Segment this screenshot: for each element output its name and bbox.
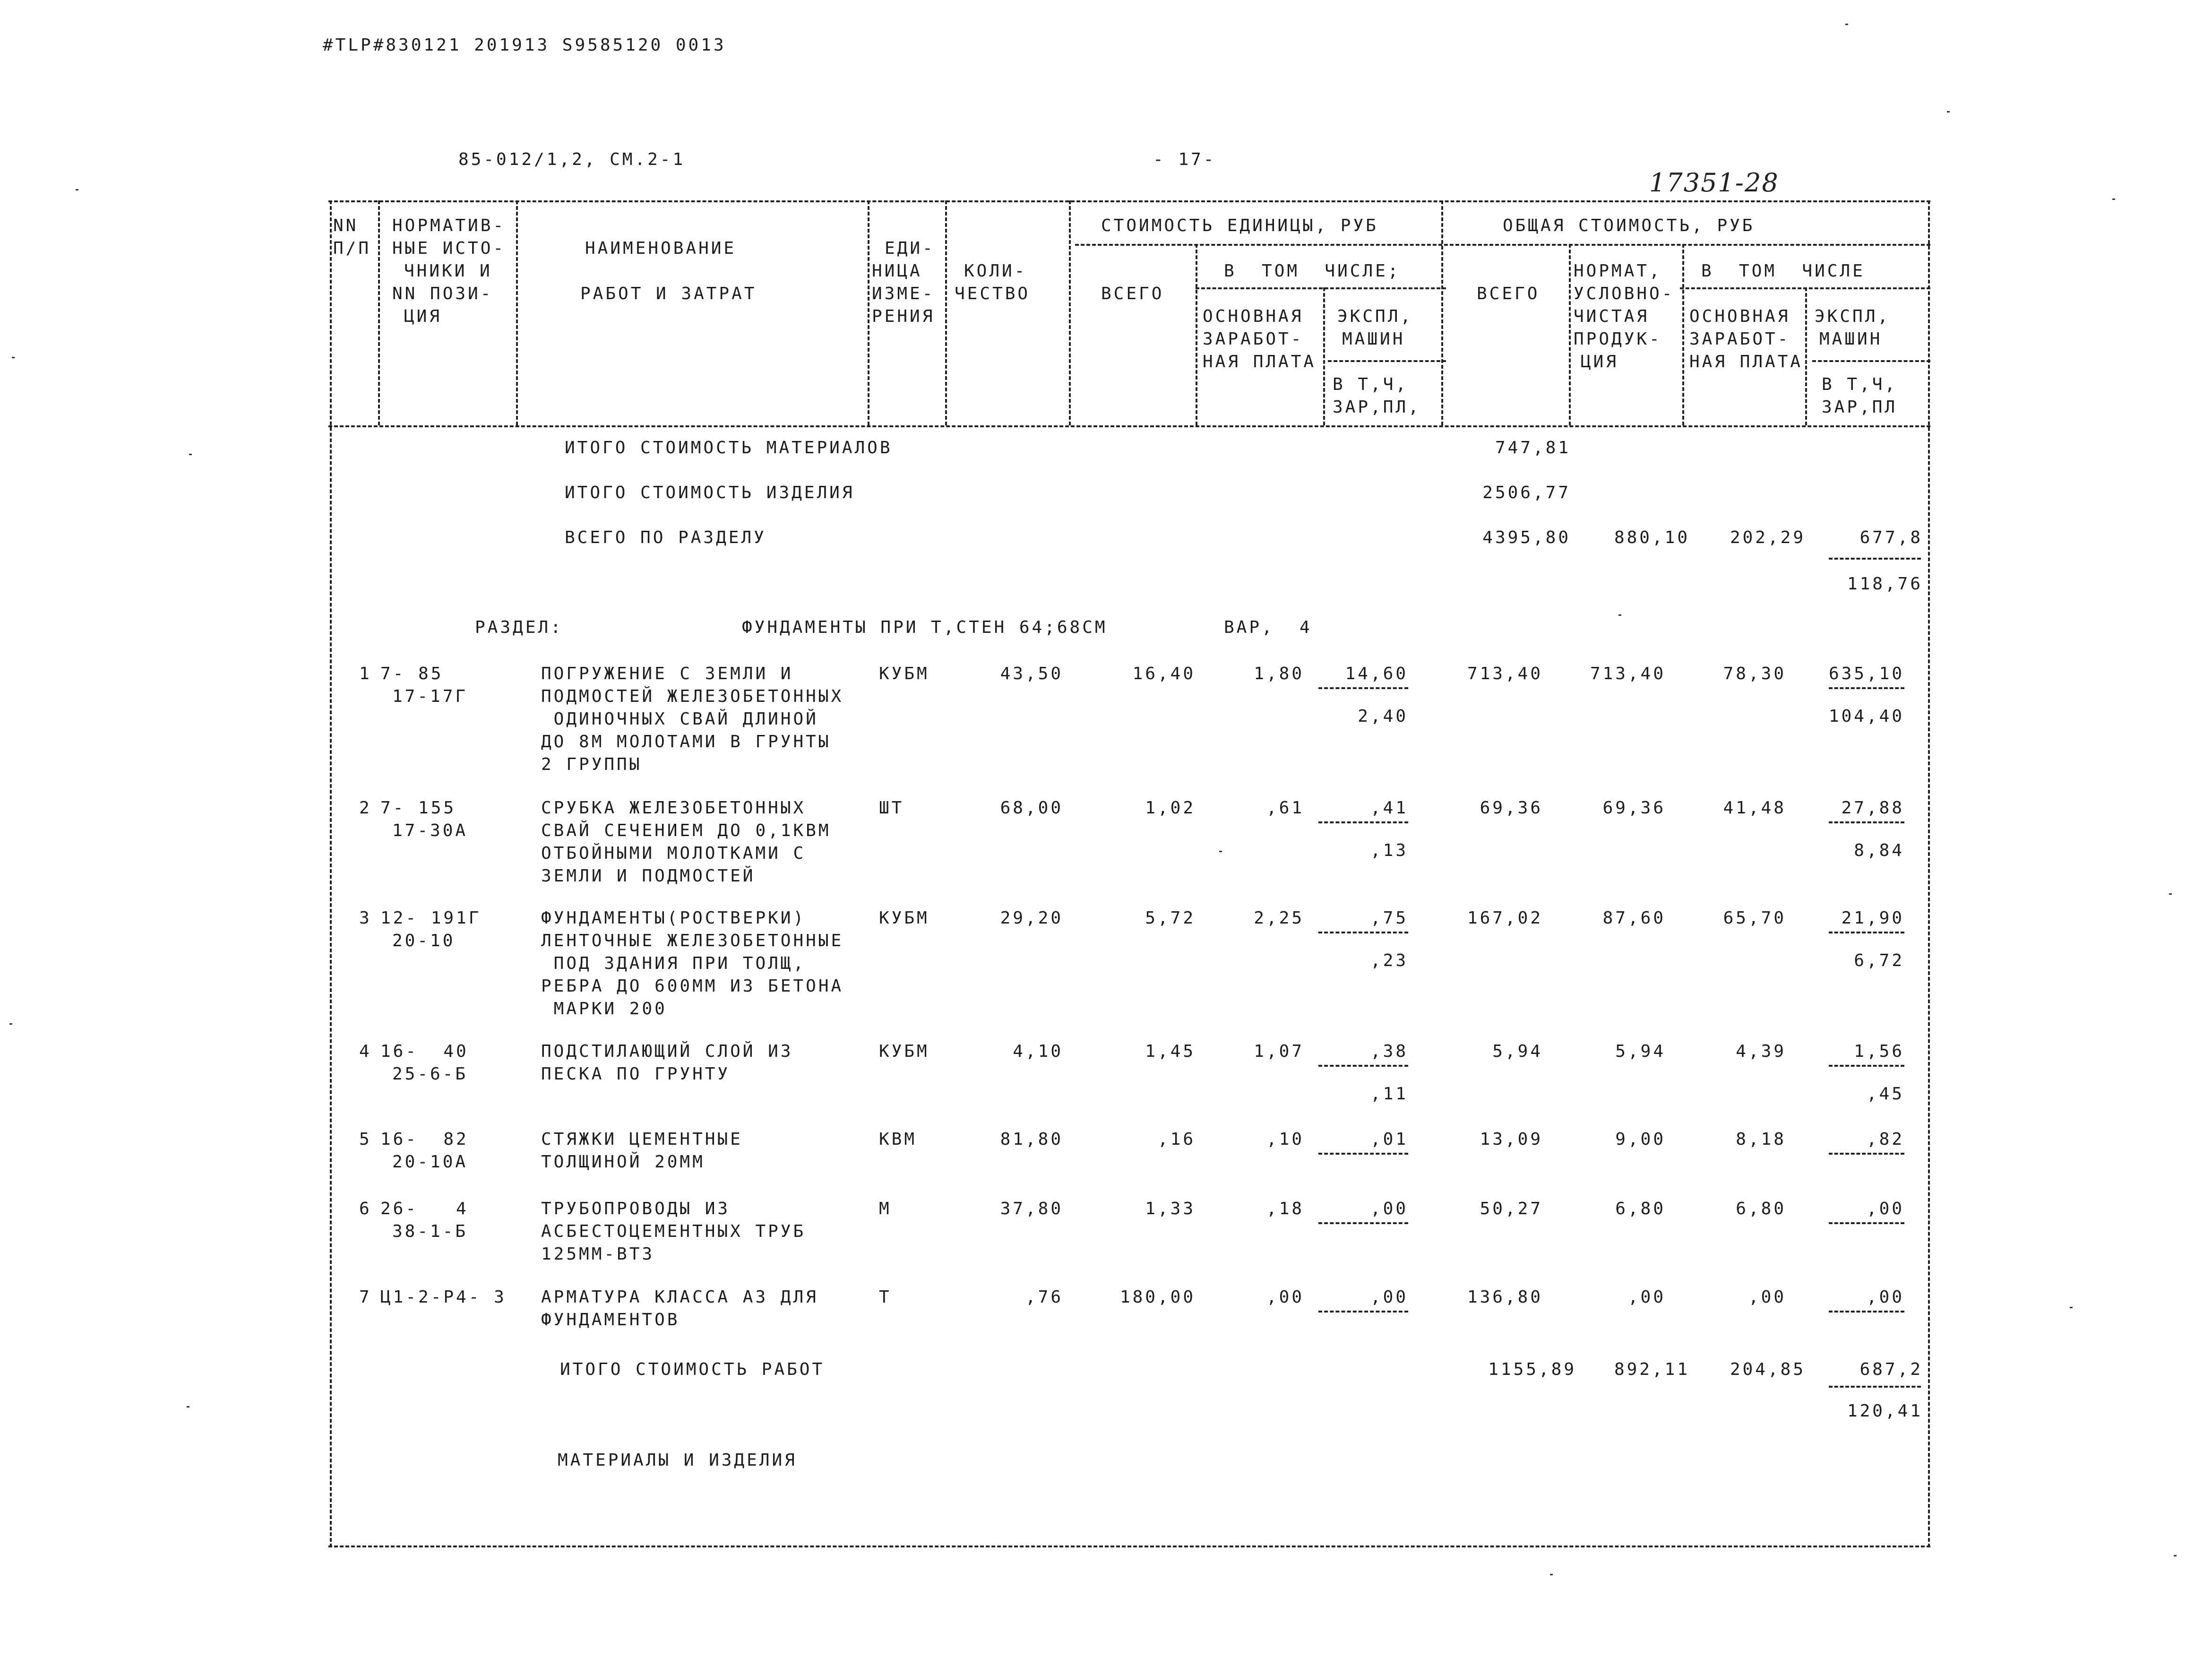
total-osnov: 78,30 — [1723, 664, 1786, 683]
norm-code: 7- 155 — [380, 798, 456, 818]
page-number: - 17- — [1153, 150, 1216, 169]
works-ekspl-value: 687,2 — [1859, 1360, 1923, 1379]
quantity: 81,80 — [1000, 1130, 1063, 1149]
section-ekspl-value: 677,8 — [1859, 528, 1923, 547]
unit-osnov: 1,07 — [1254, 1042, 1304, 1061]
work-name-line: ТРУБОПРОВОДЫ ИЗ — [541, 1199, 731, 1218]
unit: ШТ — [879, 798, 904, 818]
header-total-normat: ЧИСТАЯ — [1574, 307, 1650, 326]
row-number: 6 — [359, 1199, 372, 1218]
unit-total: 5,72 — [1145, 908, 1196, 928]
total-ekspl: 27,88 — [1841, 798, 1904, 818]
total-ekspl: 1,56 — [1854, 1042, 1904, 1061]
unit-ekspl-underline — [1318, 821, 1408, 823]
work-name-line: ЛЕНТОЧНЫЕ ЖЕЛЕЗОБЕТОННЫЕ — [541, 931, 844, 950]
unit-osnov: ,10 — [1266, 1130, 1304, 1149]
total-cost: 136,80 — [1467, 1287, 1543, 1307]
unit: Т — [879, 1287, 892, 1307]
unit-total: ,16 — [1157, 1130, 1196, 1149]
works-total-value: 1155,89 — [1488, 1360, 1576, 1379]
total-ekspl-underline — [1829, 1222, 1904, 1224]
header-nn: П/П — [333, 239, 371, 258]
norm-code: 16- 82 — [380, 1130, 469, 1149]
norm-code: 25-6-Б — [392, 1064, 468, 1084]
unit-osnov: ,00 — [1266, 1287, 1304, 1307]
quantity: 43,50 — [1000, 664, 1063, 683]
header-unit-ekspl: МАШИН — [1342, 329, 1405, 349]
header-total-normat: ЦИЯ — [1581, 352, 1619, 371]
row-number: 2 — [359, 798, 372, 818]
total-ekspl: ,00 — [1866, 1199, 1904, 1218]
section-ekspl-underline — [1829, 558, 1921, 560]
total-ekspl: 635,10 — [1828, 664, 1904, 683]
quantity: 37,80 — [1000, 1199, 1063, 1218]
total-ekspl-underline — [1829, 932, 1904, 933]
total-osnov: 41,48 — [1723, 798, 1786, 818]
header-total-normat: ПРОДУК- — [1574, 329, 1662, 349]
total-ekspl-underline — [1829, 1311, 1904, 1313]
unit-zarpl: ,23 — [1370, 951, 1408, 970]
norm-code: 38-1-Б — [392, 1222, 468, 1241]
norm-code: 17-30А — [392, 821, 468, 840]
header-total-ekspl: МАШИН — [1819, 329, 1883, 349]
header-unit-vtch: ЗАР,ПЛ, — [1333, 397, 1421, 417]
unit-total: 1,45 — [1145, 1042, 1196, 1061]
header-qty: ЧЕСТВО — [955, 284, 1031, 303]
works-osnov-value: 204,85 — [1730, 1360, 1806, 1379]
norm-code: 7- 85 — [380, 664, 444, 683]
total-ekspl-underline — [1829, 1153, 1904, 1155]
work-name-line: АСБЕСТОЦЕМЕНТНЫХ ТРУБ — [541, 1222, 806, 1241]
total-cost: 13,09 — [1480, 1130, 1543, 1149]
unit-zarpl: ,11 — [1370, 1084, 1408, 1104]
unit-total: 1,33 — [1145, 1199, 1196, 1218]
work-name-line: АРМАТУРА КЛАССА А3 ДЛЯ — [541, 1287, 818, 1307]
work-name-line: ОТБОЙНЫМИ МОЛОТКАМИ С — [541, 844, 806, 863]
header-norm: ЧНИКИ И — [404, 261, 492, 281]
unit-ekspl: ,75 — [1370, 908, 1408, 928]
unit-ekspl: ,01 — [1370, 1130, 1408, 1149]
header-unit-osnovnaya: ЗАРАБОТ- — [1203, 329, 1304, 349]
unit-total: 1,02 — [1145, 798, 1196, 818]
total-zarpl: ,45 — [1866, 1084, 1904, 1104]
header-unit-osnovnaya: НАЯ ПЛАТА — [1203, 352, 1317, 371]
header-norm: NN ПОЗИ- — [392, 284, 493, 303]
work-name-line: ТОЛЩИНОЙ 20ММ — [541, 1152, 705, 1172]
section-title: ФУНДАМЕНТЫ ПРИ Т,СТЕН 64;68СМ — [742, 618, 1108, 637]
document-code: #TLP#830121 201913 S9585120 0013 — [323, 35, 726, 55]
section-variant: ВАР, 4 — [1224, 618, 1312, 637]
norm-code: 26- 4 — [380, 1199, 469, 1218]
unit-ekspl-underline — [1318, 1311, 1408, 1313]
document-reference: 85-012/1,2, СМ.2-1 — [458, 150, 686, 169]
work-name-line: РЕБРА ДО 600ММ ИЗ БЕТОНА — [541, 976, 844, 996]
unit: КУБМ — [879, 1042, 930, 1061]
unit-osnov: ,61 — [1266, 798, 1304, 818]
header-unit-cost: СТОИМОСТЬ ЕДИНИЦЫ, РУБ — [1101, 216, 1378, 235]
materials-total-label: ИТОГО СТОИМОСТЬ МАТЕРИАЛОВ — [565, 438, 893, 458]
header-unit-ekspl: ЭКСПЛ, — [1337, 307, 1413, 326]
unit-zarpl: 2,40 — [1358, 707, 1408, 726]
work-name-line: ПОДМОСТЕЙ ЖЕЛЕЗОБЕТОННЫХ — [541, 687, 844, 706]
work-name-line: ПОД ЗДАНИЯ ПРИ ТОЛЩ, — [541, 954, 806, 973]
work-name-line: 125ММ-ВТ3 — [541, 1244, 655, 1264]
unit-ekspl: 14,60 — [1345, 664, 1408, 683]
unit: КУБМ — [879, 908, 930, 928]
header-unit-vtch: В Т,Ч, — [1333, 375, 1409, 394]
header-qty: КОЛИ- — [964, 261, 1027, 281]
header-norm: НОРМАТИВ- — [392, 216, 506, 235]
total-ekspl-underline — [1829, 1065, 1904, 1067]
header-unit: ЕДИ- — [885, 239, 935, 258]
header-unit-osnovnaya: ОСНОВНАЯ — [1203, 307, 1304, 326]
header-unit-vsego: ВСЕГО — [1101, 284, 1164, 303]
products-total-value: 2506,77 — [1482, 483, 1571, 502]
total-ekspl-underline — [1829, 821, 1904, 823]
header-total-vtch: В Т,Ч, — [1822, 375, 1898, 394]
header-name: РАБОТ И ЗАТРАТ — [580, 284, 757, 303]
unit: КВМ — [879, 1130, 917, 1149]
header-unit-v-tom-chisle: В ТОМ ЧИСЛЕ; — [1224, 261, 1401, 281]
work-name-line: ПОДСТИЛАЮЩИЙ СЛОЙ ИЗ — [541, 1042, 793, 1061]
work-name-line: ЗЕМЛИ И ПОДМОСТЕЙ — [541, 866, 756, 886]
row-number: 3 — [359, 908, 372, 928]
works-normat-value: 892,11 — [1614, 1360, 1690, 1379]
row-number: 5 — [359, 1130, 372, 1149]
header-total-normat: УСЛОВНО- — [1574, 284, 1675, 303]
total-ekspl-underline — [1829, 687, 1904, 689]
section-normat-value: 880,10 — [1614, 528, 1690, 547]
header-total-osnovnaya: ЗАРАБОТ- — [1689, 329, 1790, 349]
header-norm: НЫЕ ИСТО- — [392, 239, 506, 258]
works-total-label: ИТОГО СТОИМОСТЬ РАБОТ — [560, 1360, 825, 1379]
header-total-osnovnaya: ОСНОВНАЯ — [1689, 307, 1790, 326]
section-osnov-value: 202,29 — [1730, 528, 1806, 547]
row-number: 1 — [359, 664, 372, 683]
works-zarpl-value: 120,41 — [1847, 1401, 1923, 1421]
total-ekspl: ,82 — [1866, 1130, 1904, 1149]
work-name-line: ПЕСКА ПО ГРУНТУ — [541, 1064, 731, 1084]
norm-code: 20-10А — [392, 1152, 468, 1172]
total-normat: ,00 — [1627, 1287, 1666, 1307]
header-total-normat: НОРМАТ, — [1574, 261, 1662, 281]
header-unit: НИЦА — [872, 261, 922, 281]
header-total-vsego: ВСЕГО — [1477, 284, 1540, 303]
total-normat: 6,80 — [1615, 1199, 1666, 1218]
norm-code: 20-10 — [392, 931, 456, 950]
quantity: 68,00 — [1000, 798, 1063, 818]
total-normat: 713,40 — [1590, 664, 1666, 683]
total-osnov: 8,18 — [1736, 1130, 1786, 1149]
norm-code: 12- 191Г — [380, 908, 482, 928]
work-name-line: СРУБКА ЖЕЛЕЗОБЕТОННЫХ — [541, 798, 806, 818]
total-osnov: 4,39 — [1736, 1042, 1786, 1061]
section-total-label: ВСЕГО ПО РАЗДЕЛУ — [565, 528, 766, 547]
total-zarpl: 8,84 — [1854, 841, 1904, 860]
unit-ekspl: ,00 — [1370, 1287, 1408, 1307]
unit-total: 180,00 — [1119, 1287, 1196, 1307]
total-cost: 5,94 — [1492, 1042, 1543, 1061]
unit-ekspl: ,38 — [1370, 1042, 1408, 1061]
materials-total-value: 747,81 — [1495, 438, 1571, 458]
work-name-line: ПОГРУЖЕНИЕ С ЗЕМЛИ И — [541, 664, 793, 683]
header-nn: NN — [333, 216, 359, 235]
total-normat: 87,60 — [1602, 908, 1666, 928]
work-name-line: ФУНДАМЕНТОВ — [541, 1310, 680, 1330]
products-total-label: ИТОГО СТОИМОСТЬ ИЗДЕЛИЯ — [565, 483, 855, 502]
row-number: 7 — [359, 1287, 372, 1307]
total-zarpl: 104,40 — [1828, 707, 1904, 726]
unit-ekspl-underline — [1318, 932, 1408, 933]
unit: КУБМ — [879, 664, 930, 683]
header-name: НАИМЕНОВАНИЕ — [585, 239, 737, 258]
work-name-line: СВАЙ СЕЧЕНИЕМ ДО 0,1КВМ — [541, 821, 831, 840]
quantity: ,76 — [1025, 1287, 1063, 1307]
section-total-value: 4395,80 — [1482, 528, 1571, 547]
header-total-v-tom-chisle: В ТОМ ЧИСЛЕ — [1701, 261, 1865, 281]
total-zarpl: 6,72 — [1854, 951, 1904, 970]
works-ekspl-underline — [1829, 1386, 1921, 1388]
unit-ekspl-underline — [1318, 1222, 1408, 1224]
total-osnov: 65,70 — [1723, 908, 1786, 928]
total-normat: 9,00 — [1615, 1130, 1666, 1149]
total-normat: 5,94 — [1615, 1042, 1666, 1061]
unit-osnov: ,18 — [1266, 1199, 1304, 1218]
quantity: 29,20 — [1000, 908, 1063, 928]
materials-heading: МАТЕРИАЛЫ И ИЗДЕЛИЯ — [558, 1451, 797, 1470]
header-total-ekspl: ЭКСПЛ, — [1815, 307, 1891, 326]
total-cost: 69,36 — [1480, 798, 1543, 818]
total-cost: 167,02 — [1467, 908, 1543, 928]
unit-ekspl: ,41 — [1370, 798, 1408, 818]
header-total-vtch: ЗАР,ПЛ — [1822, 397, 1898, 417]
total-ekspl: ,00 — [1866, 1287, 1904, 1307]
header-total-cost: ОБЩАЯ СТОИМОСТЬ, РУБ — [1503, 216, 1755, 235]
unit: М — [879, 1199, 892, 1218]
header-unit: ИЗМЕ- — [872, 284, 935, 303]
unit-ekspl-underline — [1318, 1065, 1408, 1067]
section-zarpl-value: 118,76 — [1847, 574, 1923, 594]
unit-osnov: 2,25 — [1254, 908, 1304, 928]
work-name-line: СТЯЖКИ ЦЕМЕНТНЫЕ — [541, 1130, 743, 1149]
header-total-osnovnaya: НАЯ ПЛАТА — [1689, 352, 1803, 371]
unit-ekspl-underline — [1318, 687, 1408, 689]
work-name-line: ФУНДАМЕНТЫ(РОСТВЕРКИ) — [541, 908, 806, 928]
work-name-line: ДО 8М МОЛОТАМИ В ГРУНТЫ — [541, 732, 831, 751]
work-name-line: 2 ГРУППЫ — [541, 755, 642, 774]
unit-ekspl-underline — [1318, 1153, 1408, 1155]
work-name-line: ОДИНОЧНЫХ СВАЙ ДЛИНОЙ — [541, 709, 818, 729]
total-ekspl: 21,90 — [1841, 908, 1904, 928]
unit-ekspl: ,00 — [1370, 1199, 1408, 1218]
total-osnov: 6,80 — [1736, 1199, 1786, 1218]
unit-total: 16,40 — [1132, 664, 1196, 683]
norm-code: 16- 40 — [380, 1042, 469, 1061]
header-norm: ЦИЯ — [404, 307, 442, 326]
norm-code: 17-17Г — [392, 687, 468, 706]
quantity: 4,10 — [1013, 1042, 1063, 1061]
work-name-line: МАРКИ 200 — [541, 999, 667, 1019]
row-number: 4 — [359, 1042, 372, 1061]
total-normat: 69,36 — [1602, 798, 1666, 818]
total-osnov: ,00 — [1748, 1287, 1786, 1307]
handwritten-number: 17351-28 — [1649, 168, 1779, 198]
unit-osnov: 1,80 — [1254, 664, 1304, 683]
total-cost: 50,27 — [1480, 1199, 1543, 1218]
norm-code: Ц1-2-Р4- 3 — [380, 1287, 507, 1307]
total-cost: 713,40 — [1467, 664, 1543, 683]
section-label: РАЗДЕЛ: — [475, 618, 563, 637]
unit-zarpl: ,13 — [1370, 841, 1408, 860]
header-unit: РЕНИЯ — [872, 307, 935, 326]
